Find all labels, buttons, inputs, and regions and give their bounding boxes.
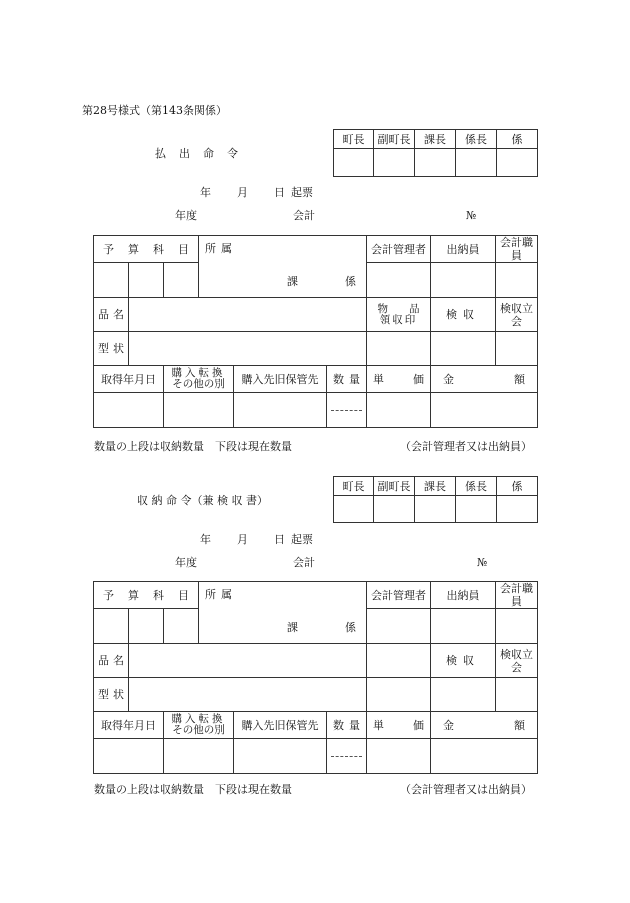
approval-stamp-cell	[374, 149, 415, 177]
hinmei-label: 品名	[94, 298, 129, 332]
kenshu-stamp	[431, 332, 496, 366]
kingaku-value	[431, 393, 538, 428]
footer-note: 数量の上段は収納数量 下段は現在数量	[94, 440, 292, 453]
date-year-label: 年	[200, 186, 211, 199]
yosan-cell	[164, 263, 199, 298]
form1-approval-table	[333, 129, 538, 177]
nendo-label: 年度	[175, 209, 197, 222]
footer-note: 数量の上段は収納数量 下段は現在数量	[94, 783, 292, 796]
date-year-label: 年	[200, 533, 211, 546]
approval-stamp-cell	[334, 149, 374, 177]
kaikei-shokuin-label: 会計職員	[496, 582, 538, 609]
kenshu-stamp	[431, 678, 496, 712]
suitoin-stamp	[431, 609, 496, 644]
approval-stamp-cell	[374, 496, 415, 523]
kihyo-label: 起票	[291, 186, 313, 199]
footer-signer: （会計管理者又は出納員）	[400, 783, 532, 796]
form2-title: 収 納 命 令（兼 検 収 書）	[137, 494, 268, 507]
form2-main-table	[93, 581, 538, 774]
tanka-value	[367, 739, 431, 774]
approval-label-kacho: 課長	[415, 477, 456, 496]
date-month-label: 月	[237, 186, 248, 199]
approval-stamp-cell	[334, 496, 374, 523]
approval-stamp-cell	[497, 149, 538, 177]
konyu-tenkan-value	[164, 393, 234, 428]
kaikei-kanrisha-stamp	[367, 609, 431, 644]
suryo-label: 数量	[327, 366, 367, 393]
tanka-label: 単価	[367, 712, 431, 739]
shozoku-label: 所属	[205, 588, 237, 601]
ka-label: 課	[287, 621, 298, 634]
shozoku-label: 所属	[205, 242, 237, 255]
tanka-label: 単価	[367, 366, 431, 393]
konyu-tenkan-value	[164, 739, 234, 774]
approval-stamp-cell	[497, 496, 538, 523]
approval-stamp-cell	[415, 149, 456, 177]
kaikei-label: 会計	[293, 556, 315, 569]
kaikei-shokuin-label: 会計職員	[496, 236, 538, 263]
keijo-label: 型状	[94, 678, 129, 712]
suryo-value	[327, 739, 367, 774]
kenshu-label: 検収	[431, 298, 496, 332]
shutoku-date-label: 取得年月日	[94, 366, 164, 393]
konyu-line1: 購入転換	[171, 713, 226, 725]
form-id: 第28号様式（第143条関係）	[82, 104, 227, 117]
yosan-cell	[94, 609, 129, 644]
kaikei-label: 会計	[293, 209, 315, 222]
buppin-line1: 物 品	[377, 302, 420, 315]
blank-cell	[367, 678, 431, 712]
konyu-tenkan-label	[164, 712, 234, 739]
approval-label-chocho: 町長	[334, 130, 374, 149]
suryo-label: 数量	[327, 712, 367, 739]
kenshu-label: 検収	[431, 644, 496, 678]
suitoin-label: 出納員	[431, 582, 496, 609]
konyusaki-label: 購入先旧保管先	[234, 712, 327, 739]
approval-label-kacho: 課長	[415, 130, 456, 149]
buppin-stamp	[367, 332, 431, 366]
kakari-label: 係	[345, 275, 357, 288]
shutoku-date-label: 取得年月日	[94, 712, 164, 739]
yosan-cell	[94, 263, 129, 298]
ka-label: 課	[287, 275, 298, 288]
kenshu-tachiai-stamp	[496, 332, 538, 366]
blank-cell	[367, 644, 431, 678]
date-day-label: 日	[274, 533, 285, 546]
buppin-ryoshuin-label	[367, 298, 431, 332]
kihyo-label: 起票	[291, 533, 313, 546]
suryo-divider	[331, 410, 362, 411]
date-day-label: 日	[274, 186, 285, 199]
shutoku-date-value	[94, 739, 164, 774]
keijo-value	[129, 332, 367, 366]
yosan-kamoku-label: 予算科目	[94, 582, 199, 609]
yosan-cell	[129, 263, 164, 298]
shozoku-cell	[199, 582, 367, 644]
kaikei-kanrisha-stamp	[367, 263, 431, 298]
konyusaki-value	[234, 739, 327, 774]
approval-label-chocho: 町長	[334, 477, 374, 496]
suitoin-label: 出納員	[431, 236, 496, 263]
kakari-label: 係	[345, 621, 357, 634]
yosan-cell	[129, 609, 164, 644]
kingaku-label: 金額	[431, 366, 538, 393]
yosan-cell	[164, 609, 199, 644]
kaikei-shokuin-stamp	[496, 609, 538, 644]
konyu-line1: 購入転換	[171, 367, 226, 379]
form2-approval-table	[333, 476, 538, 523]
kenshu-tachiai-label: 検収立会	[496, 644, 538, 678]
kingaku-label: 金額	[431, 712, 538, 739]
form1-main-table	[93, 235, 538, 428]
buppin-line2: 領収印	[379, 313, 418, 326]
kenshu-tachiai-stamp	[496, 678, 538, 712]
approval-stamp-cell	[415, 496, 456, 523]
approval-label-kakaricho: 係長	[456, 477, 497, 496]
hinmei-value	[129, 644, 367, 678]
suitoin-stamp	[431, 263, 496, 298]
konyu-tenkan-label	[164, 366, 234, 393]
konyu-line2: その他の別	[172, 724, 225, 736]
approval-label-kakari: 係	[497, 477, 538, 496]
kingaku-value	[431, 739, 538, 774]
approval-label-kakari: 係	[497, 130, 538, 149]
approval-stamp-cell	[456, 149, 497, 177]
number-label: №	[466, 209, 477, 222]
shutoku-date-value	[94, 393, 164, 428]
kenshu-tachiai-label: 検収立会	[496, 298, 538, 332]
shozoku-cell	[199, 236, 367, 298]
kaikei-kanrisha-label: 会計管理者	[367, 236, 431, 263]
approval-label-fukuchocho: 副町長	[374, 477, 415, 496]
suryo-divider	[331, 756, 362, 757]
approval-label-fukuchocho: 副町長	[374, 130, 415, 149]
kaikei-shokuin-stamp	[496, 263, 538, 298]
hinmei-value	[129, 298, 367, 332]
footer-signer: （会計管理者又は出納員）	[400, 440, 532, 453]
hinmei-label: 品名	[94, 644, 129, 678]
keijo-label: 型状	[94, 332, 129, 366]
tanka-value	[367, 393, 431, 428]
number-label: №	[477, 556, 488, 569]
konyusaki-label: 購入先旧保管先	[234, 366, 327, 393]
suryo-value	[327, 393, 367, 428]
approval-label-kakaricho: 係長	[456, 130, 497, 149]
form1-title: 払 出 命 令	[155, 147, 239, 160]
kaikei-kanrisha-label: 会計管理者	[367, 582, 431, 609]
approval-stamp-cell	[456, 496, 497, 523]
nendo-label: 年度	[175, 556, 197, 569]
keijo-value	[129, 678, 367, 712]
date-month-label: 月	[237, 533, 248, 546]
yosan-kamoku-label: 予算科目	[94, 236, 199, 263]
konyusaki-value	[234, 393, 327, 428]
konyu-line2: その他の別	[172, 378, 225, 390]
